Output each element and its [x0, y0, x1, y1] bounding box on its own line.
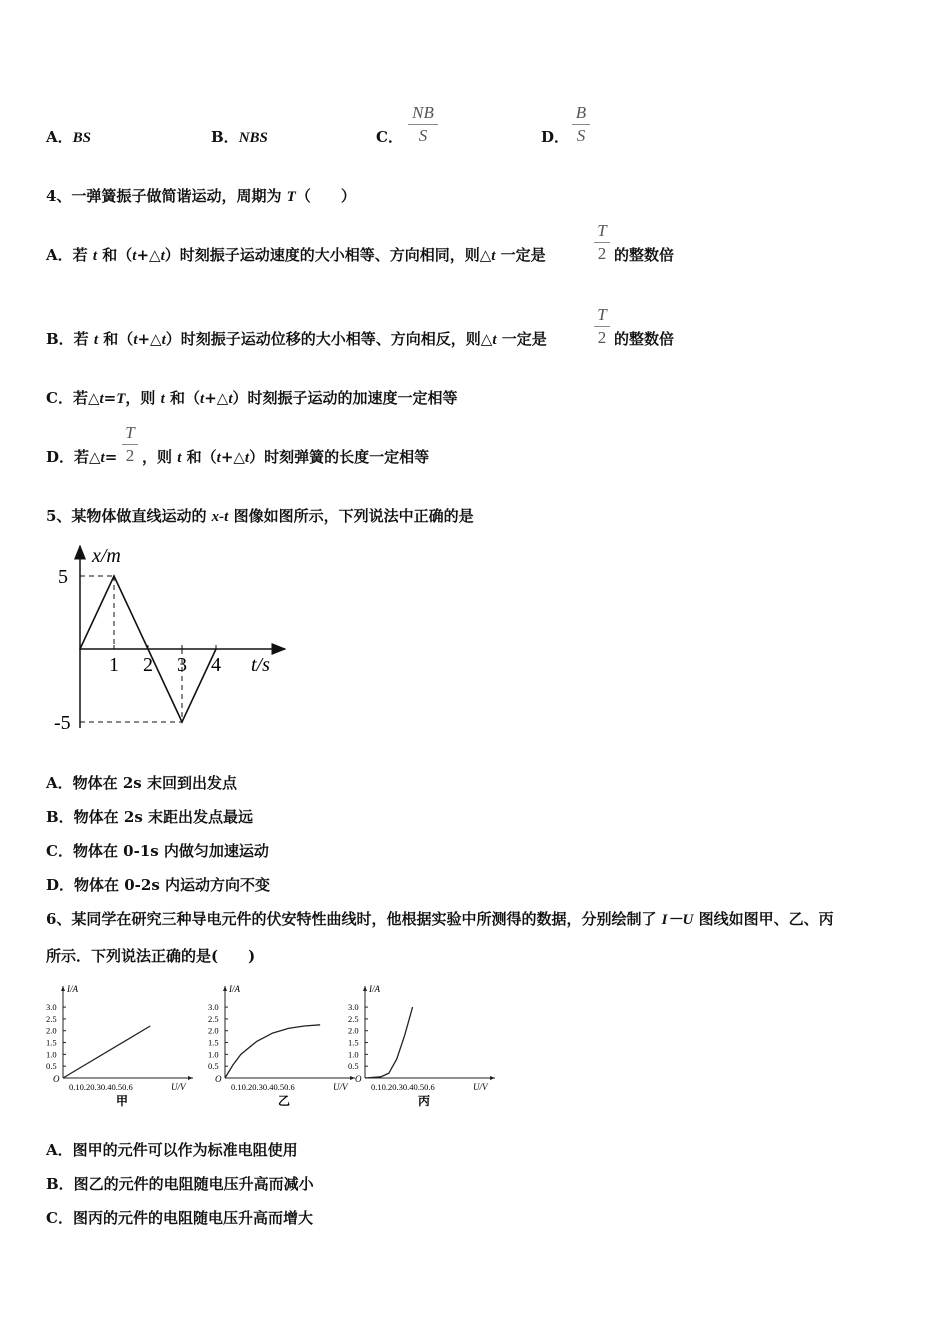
chart-title: 甲	[116, 1094, 129, 1108]
x-axis-label: U/V	[473, 1082, 488, 1092]
q4-b-fraction: T 2	[594, 306, 610, 347]
origin-label: O	[355, 1074, 362, 1084]
x-tick-label: 4	[211, 654, 221, 676]
y-tick-label: 2.0	[46, 1025, 57, 1036]
y-tick-label: 1.5	[208, 1037, 219, 1048]
iu-chart-jia	[38, 980, 198, 1110]
x-tick-label: 1	[109, 654, 119, 676]
q6-stem-line1: 6、某同学在研究三种导电元件的伏安特性曲线时，他根据实验中所测得的数据，分别绘制了 I－U 图线如图甲、乙、丙	[46, 910, 834, 928]
q3-option-d-label[interactable]: D．	[541, 128, 570, 146]
x-axis-label: U/V	[333, 1082, 348, 1092]
series-curve	[365, 1007, 413, 1078]
q5-option-c[interactable]: C．物体在 0-1s 内做匀加速运动	[46, 842, 269, 860]
y-tick-label: 1.0	[348, 1049, 359, 1060]
y-axis-arrow	[363, 986, 367, 991]
y-tick-label: 3.0	[348, 1002, 359, 1013]
data-point	[79, 648, 81, 650]
x-tick-labels: 0.10.20.30.40.50.6	[231, 1082, 295, 1092]
y-tick-label: 3.0	[208, 1002, 219, 1013]
iu-chart-bing	[340, 980, 510, 1110]
y-tick-label: 5	[58, 566, 68, 588]
q3-option-a[interactable]: A．BS	[46, 128, 91, 146]
q5-option-a[interactable]: A．物体在 2s 末回到出发点	[46, 774, 237, 792]
y-tick-label: 2.5	[348, 1013, 359, 1024]
y-tick-label: 1.5	[348, 1037, 359, 1048]
q4-d-fraction: T 2	[122, 424, 138, 465]
q4-d-tail: ，则 t 和（t+△t）时刻弹簧的长度一定相等	[142, 448, 430, 466]
x-axis-arrow	[490, 1076, 495, 1080]
q6-stem-line2: 所示．下列说法正确的是( )	[46, 947, 256, 965]
x-tick-label: 3	[177, 654, 187, 676]
q5-option-d[interactable]: D．物体在 0-2s 内运动方向不变	[46, 876, 270, 894]
x-tick-labels: 0.10.20.30.40.50.6	[69, 1082, 133, 1092]
q6-option-b[interactable]: B．图乙的元件的电阻随电压升高而减小	[46, 1175, 314, 1193]
data-point	[113, 575, 115, 577]
q4-a-fraction: T 2	[594, 222, 610, 263]
chart-title: 乙	[278, 1094, 291, 1108]
q3-option-c-fraction: NB S	[408, 104, 438, 145]
q3-option-d-fraction: B S	[572, 104, 590, 145]
y-tick-label: 2.5	[208, 1013, 219, 1024]
y-tick-label: 3.0	[46, 1002, 57, 1013]
q6-option-a[interactable]: A．图甲的元件可以作为标准电阻使用	[46, 1141, 298, 1159]
chart-title: 丙	[418, 1094, 431, 1108]
y-tick-label: 1.0	[208, 1049, 219, 1060]
data-point	[215, 648, 217, 650]
xt-chart	[40, 538, 300, 738]
x-axis-label: t/s	[251, 654, 270, 676]
data-point	[181, 721, 183, 723]
y-axis-label: x/m	[92, 545, 121, 567]
y-tick-label: 1.5	[46, 1037, 57, 1048]
q4-option-c[interactable]: C．若△t=T，则 t 和（t+△t）时刻振子运动的加速度一定相等	[46, 389, 458, 407]
q3-option-b[interactable]: B．NBS	[211, 128, 268, 146]
q4-a-tail: 的整数倍	[614, 246, 675, 264]
series-curve	[225, 1025, 320, 1078]
origin-label: O	[215, 1074, 222, 1084]
y-tick-label: 2.0	[348, 1025, 359, 1036]
y-tick-label: 2.5	[46, 1013, 57, 1024]
y-axis-label: I/A	[369, 984, 380, 994]
data-point	[147, 648, 149, 650]
y-axis-label: I/A	[229, 984, 240, 994]
q4-option-a[interactable]: A．若 t 和（t+△t）时刻振子运动速度的大小相等、方向相同，则△t 一定是	[46, 246, 546, 264]
iu-chart-yi	[200, 980, 360, 1110]
q5-option-b[interactable]: B．物体在 2s 末距出发点最远	[46, 808, 254, 826]
q6-option-c[interactable]: C．图丙的元件的电阻随电压升高而增大	[46, 1209, 313, 1227]
y-tick-label: 1.0	[46, 1049, 57, 1060]
y-tick-label: 2.0	[208, 1025, 219, 1036]
x-tick-labels: 0.10.20.30.40.50.6	[371, 1082, 435, 1092]
y-axis-label: I/A	[67, 984, 78, 994]
q4-stem: 4、一弹簧振子做简谐运动，周期为 T（ ）	[46, 187, 356, 205]
q5-stem: 5、某物体做直线运动的 x-t 图像如图所示，下列说法中正确的是	[46, 507, 474, 525]
y-tick-label: -5	[54, 712, 71, 734]
y-tick-label: 0.5	[46, 1061, 57, 1072]
y-axis-arrow	[223, 986, 227, 991]
y-tick-label: 0.5	[208, 1061, 219, 1072]
x-tick-label: 2	[143, 654, 153, 676]
q3-option-c-label[interactable]: C．	[376, 128, 403, 146]
series-curve	[63, 1026, 150, 1078]
y-axis-arrow	[61, 986, 65, 991]
q4-option-b[interactable]: B．若 t 和（t+△t）时刻振子运动位移的大小相等、方向相反，则△t 一定是	[46, 330, 547, 348]
q4-option-d[interactable]: D．若△t=	[46, 448, 118, 466]
y-tick-label: 0.5	[348, 1061, 359, 1072]
x-axis-label: U/V	[171, 1082, 186, 1092]
x-axis-arrow	[188, 1076, 193, 1080]
origin-label: O	[53, 1074, 60, 1084]
q4-b-tail: 的整数倍	[614, 330, 675, 348]
